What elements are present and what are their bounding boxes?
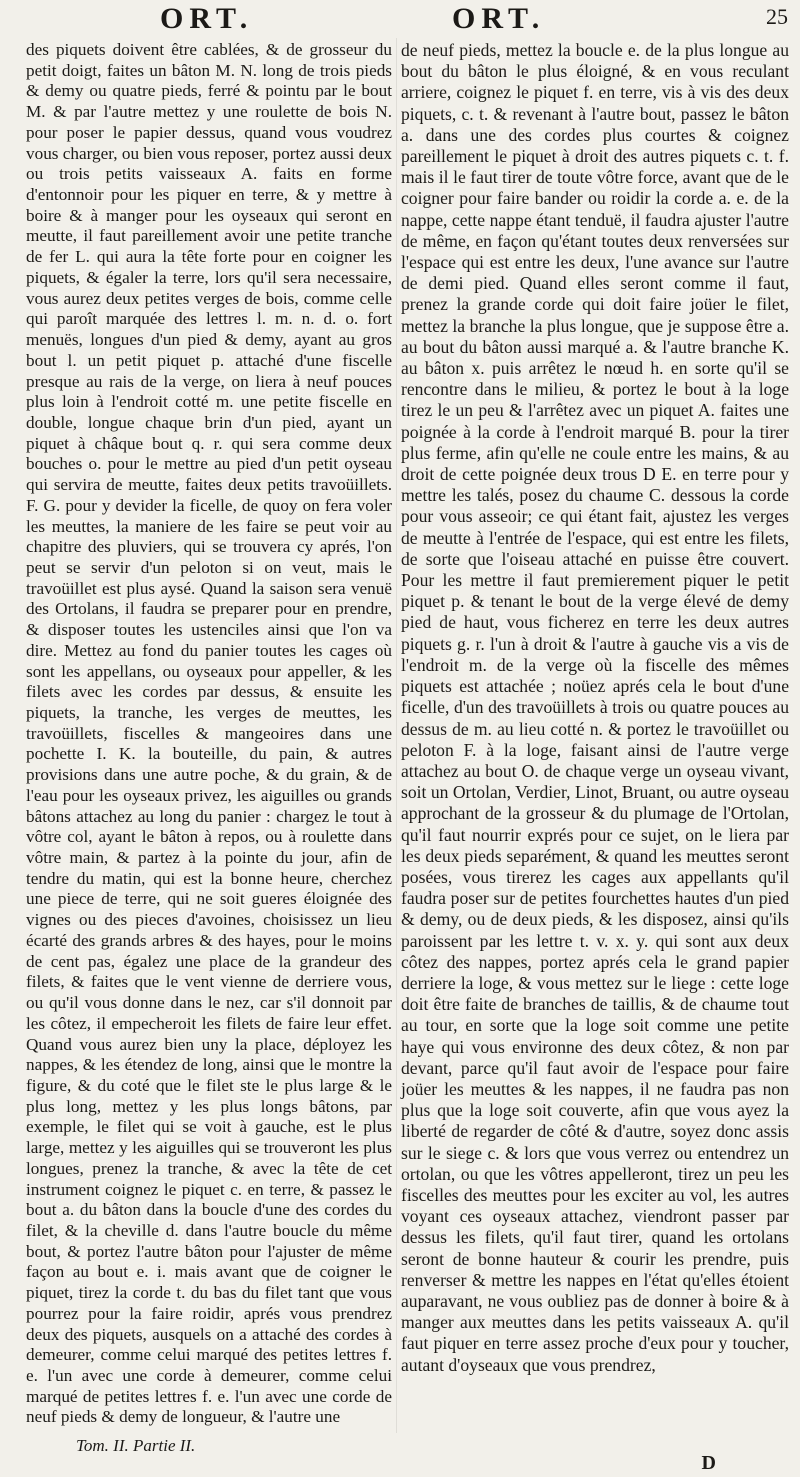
column-gutter	[396, 38, 397, 1433]
catchword: D	[701, 1452, 716, 1474]
signature-mark: Tom. II. Partie II.	[76, 1436, 196, 1455]
text-column-left	[26, 40, 392, 1428]
page-header	[0, 0, 800, 42]
text-column-right	[401, 40, 789, 1376]
page-number: 25	[766, 4, 788, 29]
running-head-right: ORT.	[452, 2, 546, 35]
paragraph-left: des piquets doivent être cablées, & de grosseur du petit doigt, faites un bâton M. N. long de trois pieds & demy ou quatre pieds, ferré & pointu par le bout M. & par l'autre mettez y une roulette de bois N. pour poser le papier dessus, quand vous voudrez vous charger, ou bien vous reposer, portez aussi deux ou trois petits vaisseaux A. faits en forme d'entonnoir pour les piquer en terre, & y mettre à boire & à manger pour les oyseaux qui seront en meutte, il faut pareillement avoir une petite tranche de fer L. qui aura la tête forte pour en coigner les piquets, & égaler la terre, lors qu'il sera necessaire, vous aurez deux petites verges de bois, comme celle qui paroît marquée des lettres l. m. n. d. o. fort menuës, longues d'un pied & demy, ayant au gros bout l. un petit piquet p. attaché d'une fiscelle presque au rais de la verge, on liera à neuf pouces plus loin à l'endroit cotté m. une petite fiscelle en double, longue chaque brin d'un pied, ayant un piquet à châque bout q. r. qui sera comme deux bouches o. pour le mettre au pied d'un petit oyseau qui servira de meutte, faites deux petits travoüillets. F. G. pour y devider la ficelle, de quoy on fera voler les meuttes, la maniere de les faire se peut voir au chapitre des pluviers, qui se trouvera cy aprés, l'on peut se servir d'un peloton si on veut, mais le travoüillet est plus aysé. Quand la saison sera venuë des Ortolans, il faudra se preparer pour en prendre, & disposer toutes les ustenciles ainsi que l'on va dire. Mettez au fond du panier toutes les cages où sont les appellans, ou oyseaux pour appeller, & les filets avec les cordes par dessus, & ensuite les piquets, la tranche, les verges de meuttes, les travoüillets, fiscelles & mangeoires dans une pochette I. K. la bouteille, du pain, & autres provisions dans une autre poche, & du grain, & de l'eau pour les oyseaux privez, les aiguilles ou grands bâtons attachez au long du panier : chargez le tout à vôtre col, ayant le bâton à repos, ou à roulette dans vôtre main, & partez à la pointe du jour, afin de tendre du matin, qui est la bonne heure, cherchez une piece de terre, qui ne soit gueres éloignée des vignes ou des pieces d'avoines, choisissez un lieu écarté des grands arbres & des hayes, pour le moins de cent pas, égalez une place de la grandeur des filets, & faites que le vent vienne de derriere vous, ou qu'il vous donne dans le nez, car s'il donnoit par les côtez, il empecheroit les filets de faire leur effet. Quand vous aurez bien uny la place, déployez les nappes, & les étendez de long, ainsi que le montre la figure, & du coté que le filet ste le plus large & le plus long, mettez y les plus longs bâtons, par exemple, le filet qui se voit à gauche, est le plus large, mettez y les aiguilles qui se trouveront les plus longues, prenez la tranche, & avec la tête de cet instrument coignez le piquet c. en terre, & passez le bout a. du bâton dans la boucle d'une des cordes du filet, & la cheville d. dans l'autre boucle du même bout, & portez l'autre bâton pour l'ajuster de même façon au bout e. i. mais avant que de coigner le piquet, tirez la corde t. du bas du filet tant que vous pourrez pour la faire roidir, aprés vous prendrez deux des piquets, ausquels on a attaché des cordes à demeurer, comme celui marqué des petites lettres f. e. l'un avec une corde à demeurer, comme celui marqué de petites lettres f. e. l'un avec une corde de neuf pieds & demy de longueur, & l'autre une	[26, 40, 392, 1427]
paragraph-right: de neuf pieds, mettez la boucle e. de la plus longue au bout du bâton le plus éloigné, & en vous reculant arriere, coignez le piquet f. en terre, vis à vis des deux piquets, c. t. & revenant à l'autre bout, passez le bâton a. dans une des cordes plus courtes & coignez pareillement le piquet à droit des autres piquets c. t. f. mais il le faut tirer de toute vôtre force, avant que de le coigner pour faire bander ou roidir la corde a. e. de la nappe, cette nappe étant tenduë, il faudra ajuster l'autre de même, en façon qu'étant toutes deux renversées sur l'espace qui est entre les deux, l'une avance sur l'autre de demi pied. Quand elles seront comme il faut, prenez la grande corde qui doit faire joüer le filet, mettez la branche la plus longue, que je suppose être a. au bout du bâton aussi marqué a. & l'autre branche K. au bâton x. puis arrêtez le nœud h. en sorte qu'il se rencontre dans le milieu, & portez le bout à la loge tirez le un peu & l'arrêtez avec un piquet A. faites une poignée à la corde à l'endroit marqué B. pour la tirer plus ferme, afin qu'elle ne coule entre les mains, & au droit de cette poignée deux trous D E. en terre pour y mettre les talés, posez du chaume C. dessous la corde pour vous asseoir; ce qui étant fait, ajustez les verges de meutte à l'entrée de l'espace, qui est entre les filets, de sorte que l'oiseau attaché en puisse être couvert. Pour les mettre il faut premierement piquer le petit piquet p. & tenant le bout de la verge élevé de demy pied de haut, vous ficherez en terre les deux autres piquets g. r. l'un à droit & l'autre à gauche vis a vis de l'endroit m. de la verge où la fiscelle des mêmes piquets est attachée ; noüez aprés cela le bout d'une ficelle, d'un des travoüillets à trois ou quatre pouces au dessus de m. au lieu cotté n. & portez le travoüillet ou peloton F. à la loge, faisant ainsi de l'autre verge attachez au bout O. de chaque verge un oyseau vivant, soit un Ortolan, Verdier, Linot, Bruant, ou autre oyseau approchant de la grosseur & du plumage de l'Ortolan, qu'il faut nourrir exprés pour ce sujet, on le liera par les deux pieds separément, & quand les meuttes seront posées, vous tirerez les cages aux appellants qu'il faudra poser sur de petites fourchettes hautes d'un pied & demy, ou de deux pieds, & les disposez, ainsi qu'ils paroissent par les lettre t. v. x. y. qui sont aux deux côtez des nappes, portez aprés cela le grand papier derriere la loge, & vous mettez sur le liege : cette loge doit être faite de branches de taillis, & de chaume tout au tour, en sorte que la loge soit comme une petite haye qui vous environne des deux côtez, & non par devant, parce qu'il faut avoir de l'espace pour faire joüer les meuttes & les nappes, il ne faudra pas non plus que la loge soit couverte, afin que vous ayez la liberté de regarder de côté & d'autre, soyez donc assis sur le siege c. & lors que vous verrez ou entendrez un ortolan, ou que les vôtres appelleront, tirez un peu les fiscelles des meuttes pour les exciter au vol, les autres voyant ces oyseaux attachez, viendront passer par dessus les filets, qu'il faut tirer, quand les ortolans seront de bonne hauteur & courir les prendre, puis renverser & mettre les nappes en l'état qu'elles étoient auparavant, ne vous oubliez pas de donner à boire & à manger aux meuttes dans les petits vaisseaux A. qu'il faut piquer en terre assez proche d'eux pour y toucher, autant d'oyseaux que vous prendrez,	[401, 40, 789, 1375]
running-head-left: ORT.	[160, 2, 254, 35]
